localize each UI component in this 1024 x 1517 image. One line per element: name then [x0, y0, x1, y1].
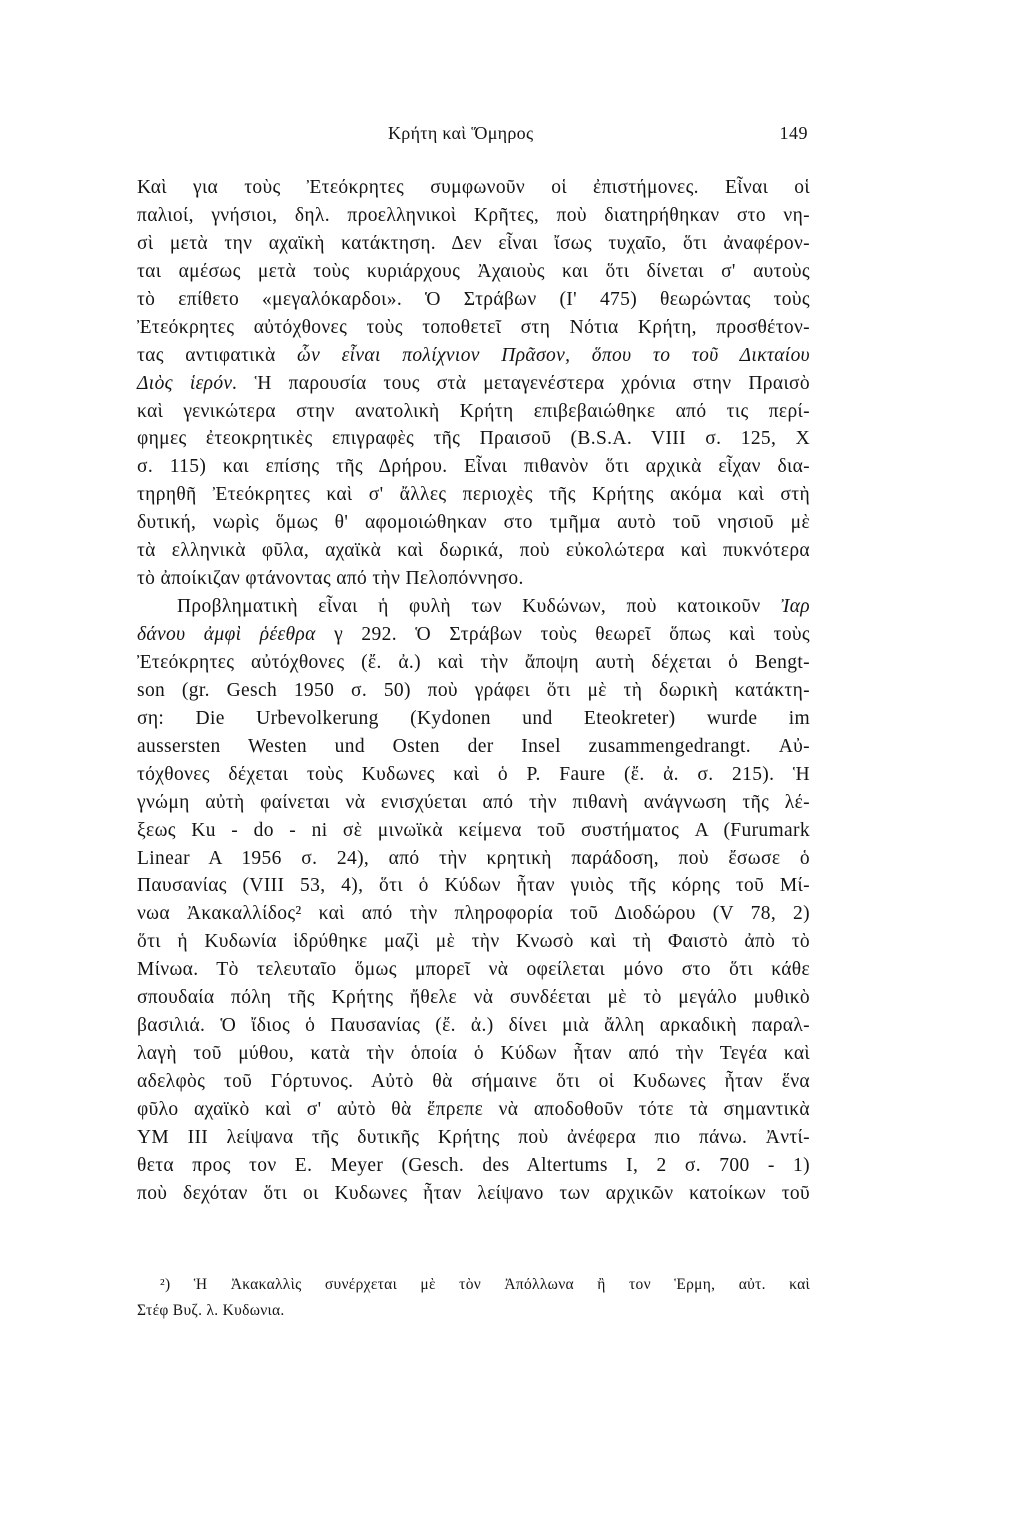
text-line: son (gr. Gesch 1950 σ. 50) ποὺ γράφει ὅτι μὲ τὴ δωρικὴ κατάκτη- [137, 679, 810, 701]
text-line: φῦλο αχαϊκὸ καὶ σ' αὐτὸ θὰ ἔπρεπε νὰ αποδοθοῦν τότε τὰ σημαντικὰ [137, 1098, 810, 1120]
text-run: Ἡ παρουσία τους στὰ μεταγενέστερα χρόνια στην Πραισὸ [237, 372, 810, 394]
text-line: Ἐτεόκρητες αὐτόχθονες (ἔ. ἀ.) καὶ τὴν ἄποψη αυτὴ δέχεται ὁ Bengt- [137, 651, 810, 673]
text-line: Linear A 1956 σ. 24), από τὴν κρητικὴ παράδοση, ποὺ ἔσωσε ὁ [137, 847, 810, 869]
paragraph [137, 593, 810, 1208]
text-line: βασιλιά. Ὁ ἴδιος ὁ Παυσανίας (ἔ. ἀ.) δίνει μιὰ ἄλλη αρκαδικὴ παραλ- [137, 1015, 810, 1037]
text-line: Παυσανίας (VIII 53, 4), ὅτι ὁ Κύδων ἦταν γυιὸς τῆς κόρης τοῦ Μί- [137, 875, 810, 897]
body-text [137, 174, 810, 1208]
text-line: YM III λείψανα τῆς δυτικῆς Κρήτης ποὺ ἀνέφερα πιο πάνω. Ἀντί- [137, 1126, 810, 1148]
text-line: σὶ μετὰ την αχαϊκὴ κατάκτηση. Δεν εἶναι ἴσως τυχαῖο, ὅτι ἀναφέρον- [137, 232, 810, 254]
text-line: τὸ ἀποίκιζαν φτάνοντας από τὴν Πελοπόννησο. [137, 568, 524, 590]
running-head [137, 121, 810, 145]
text-line: τόχθονες δέχεται τοὺς Κυδωνες καὶ ὁ P. Faure (ἔ. ἀ. σ. 215). Ἡ [137, 763, 810, 785]
paragraph [137, 174, 810, 593]
text-line: τηρηθῆ Ἐτεόκρητες καὶ σ' ἄλλες περιοχὲς τῆς Κρήτης ακόμα καὶ στὴ [137, 484, 810, 506]
text-line: Καὶ για τοὺς Ἐτεόκρητες συμφωνοῦν οἱ ἐπιστήμονες. Εἶναι οἱ [137, 177, 810, 198]
text-line: aussersten Westen und Osten der Insel zusammengedrangt. Αὐ- [137, 735, 810, 757]
text-line: ται αμέσως μετὰ τοὺς κυριάρχους Ἀχαιοὺς και ὅτι δίνεται σ' αυτοὺς [137, 260, 810, 282]
footnote-line: Στέφ Βυζ. λ. Κυδωνια. [137, 1302, 285, 1319]
text-line: Μίνωα. Τὸ τελευταῖο ὅμως μπορεῖ νὰ οφείλεται μόνο στο ὅτι κάθε [137, 959, 810, 981]
text-line: ὅτι ἡ Κυδωνία ἱδρύθηκε μαζὶ μὲ τὴν Κνωσὸ καὶ τὴ Φαιστὸ ἀπὸ τὸ [137, 931, 810, 953]
running-head-title: Κρήτη καὶ Ὅμηρος [388, 123, 534, 143]
text-line: θετα προς τον E. Meyer (Gesch. des Altertums I, 2 σ. 700 - 1) [137, 1154, 810, 1176]
text-line: αδελφὸς τοῦ Γόρτυνος. Αὐτὸ θὰ σήμαινε ὅτι οἱ Κυδωνες ἦταν ἕνα [137, 1071, 810, 1092]
text-line: ξεως Ku - do - ni σὲ μινωϊκὰ κείμενα τοῦ συστήματος A (Furumark [137, 819, 810, 841]
text-line: ποὺ δεχόταν ὅτι οι Κυδωνες ἦταν λείψανο των αρχικῶν κατοίκων τοῦ [137, 1182, 810, 1204]
footnotes [137, 1272, 810, 1324]
italic-text-run: Ἰαρ [780, 596, 810, 618]
text-line [137, 621, 810, 649]
text-line [137, 342, 810, 370]
text-run: γ 292. Ὁ Στράβων τοὺς θεωρεῖ ὅπως καὶ τοὺς [315, 624, 810, 645]
italic-text-run: δάνου ἀμφὶ ῥέεθρα [137, 624, 316, 645]
italic-text-run: Διὸς ἱερόν. [137, 372, 238, 394]
text-line [137, 370, 810, 398]
text-line: νωα Ἀκακαλλίδος² καὶ από τὴν πληροφορία τοῦ Διοδώρου (V 78, 2) [137, 903, 810, 925]
text-line: γνώμη αὐτὴ φαίνεται νὰ ενισχύεται από τὴν πιθανὴ ανάγνωση τῆς λέ- [137, 791, 810, 813]
text-run: τας αντιφατικὰ [137, 344, 297, 366]
text-line: δυτική, νωρὶς ὅμως θ' αφομοιώθηκαν στο τμῆμα αυτὸ τοῦ νησιοῦ μὲ [137, 512, 810, 534]
text-line: καὶ γενικώτερα στην ανατολικὴ Κρήτη επιβεβαιώθηκε από τις περί- [137, 400, 810, 422]
text-line: τὰ ελληνικὰ φῦλα, αχαϊκὰ καὶ δωρικά, ποὺ εὐκολώτερα καὶ πυκνότερα [137, 540, 810, 562]
page-number: 149 [779, 123, 808, 143]
text-line: τὸ επίθετο «μεγαλόκαρδοι». Ὁ Στράβων (Ι' 475) θεωρώντας τοὺς [137, 288, 810, 310]
text-line: λαγὴ τοῦ μύθου, κατὰ τὴν ὁποία ὁ Κύδων ἦταν από τὴν Τεγέα καὶ [137, 1043, 810, 1065]
text-line [177, 593, 810, 621]
text-line: φημες ἐτεοκρητικὲς επιγραφὲς τῆς Πραισοῦ (B.S.A. VIII σ. 125, X [137, 428, 810, 450]
text-line: Ἐτεόκρητες αὐτόχθονες τοὺς τοποθετεῖ στη Νότια Κρήτη, προσθέτον- [137, 316, 810, 338]
text-run: Προβληματικὴ εἶναι ἡ φυλὴ των Κυδώνων, ποὺ κατοικοῦν [177, 596, 781, 618]
text-line: σ. 115) και επίσης τῆς Δρήρου. Εἶναι πιθανὸν ὅτι αρχικὰ εἶχαν δια- [137, 456, 810, 478]
italic-text-run: ὧν εἶναι πολίχνιον Πρᾶσον, ὅπου το τοῦ Δικταίου [296, 344, 810, 366]
text-line: σπουδαία πόλη τῆς Κρήτης ἤθελε νὰ συνδέεται μὲ τὸ μεγάλο μυθικὸ [137, 987, 810, 1009]
footnote-line: ²) Ἡ Ἀκακαλλὶς συνέρχεται μὲ τὸν Ἀπόλλωνα ἢ τον Ἑρμη, αὐτ. καὶ [160, 1276, 810, 1293]
text-line: ση: Die Urbevolkerung (Kydonen und Eteokreter) wurde im [137, 707, 810, 729]
text-line: παλιοί, γνήσιοι, δηλ. προελληνικοὶ Κρῆτες, ποὺ διατηρήθηκαν στο νη- [137, 204, 810, 226]
